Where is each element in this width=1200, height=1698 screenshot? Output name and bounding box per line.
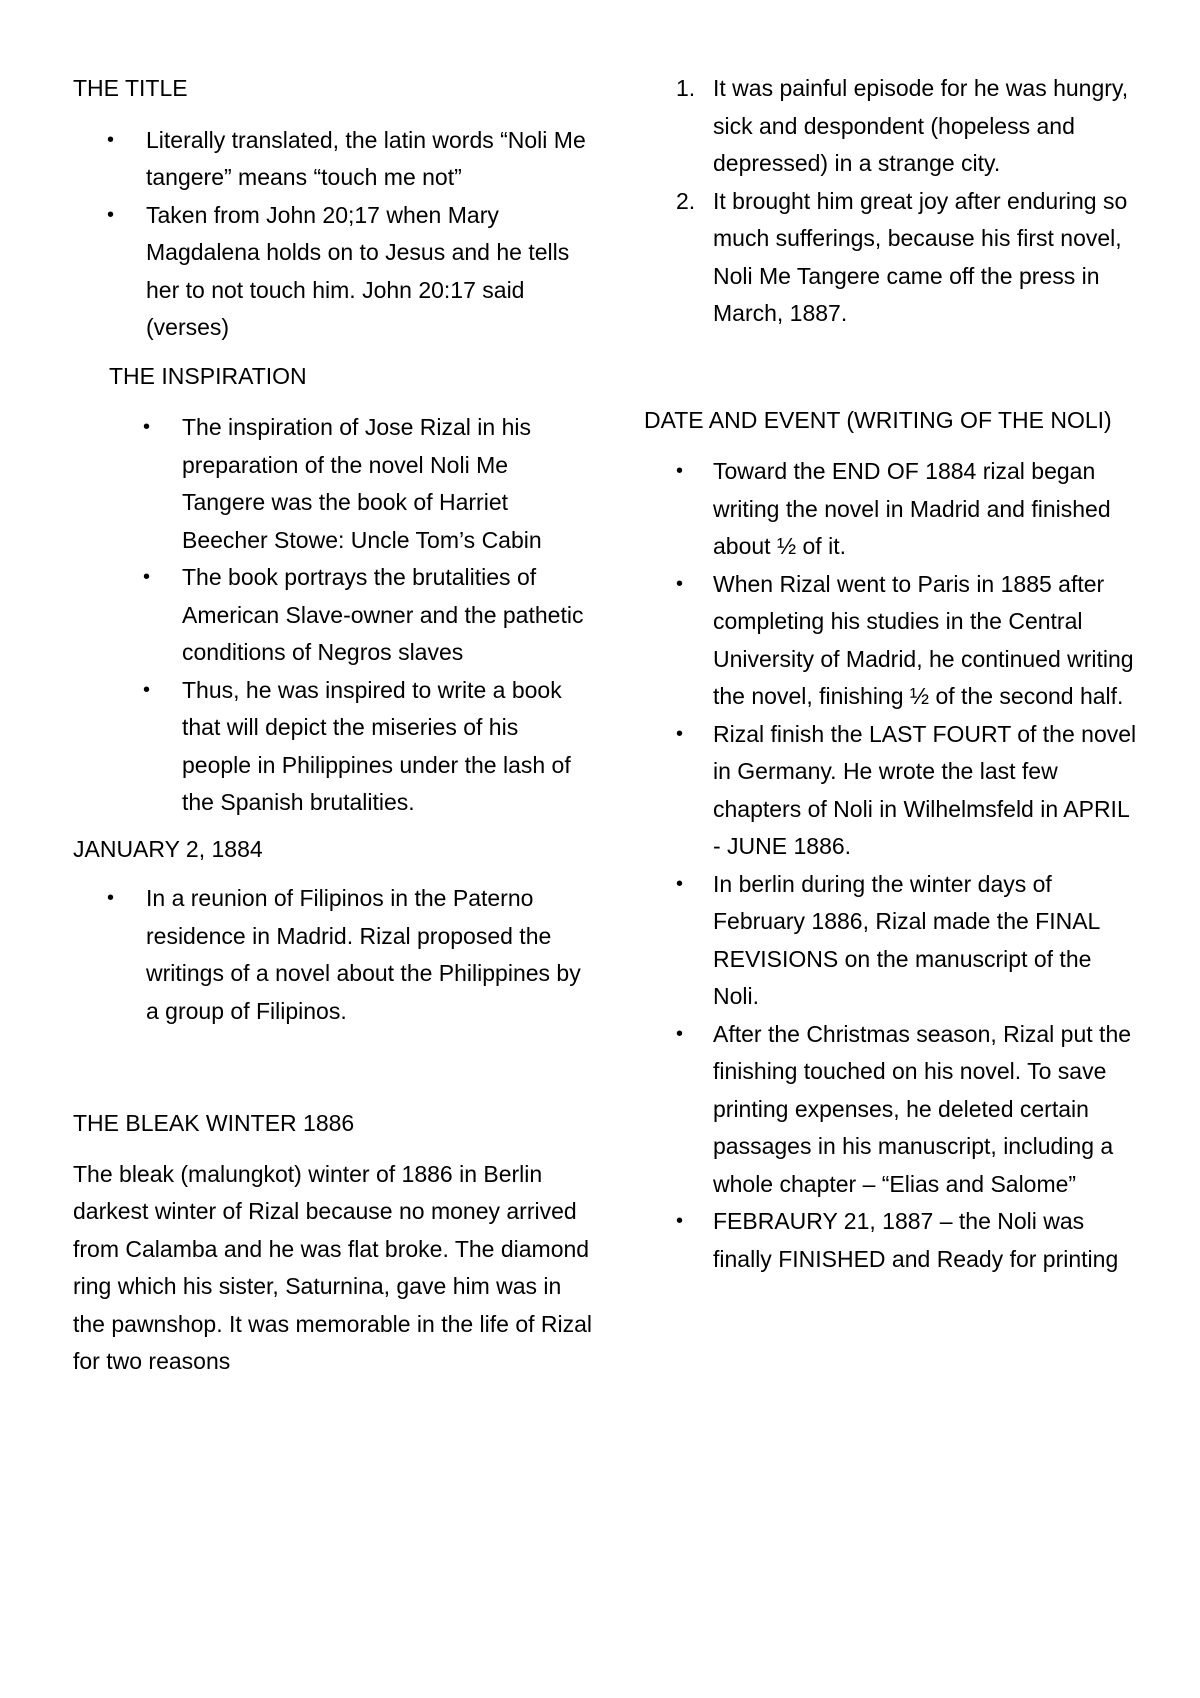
title-heading: THE TITLE (73, 75, 188, 101)
list-number: 1. (676, 75, 696, 101)
bullet-icon: • (107, 128, 115, 151)
list-item (640, 716, 1140, 866)
list-item-text: Literally translated, the latin words “Noli Me tangere” means “touch me not” (146, 126, 586, 190)
right-column (640, 70, 1140, 1278)
list-item-text: The inspiration of Jose Rizal in his preparation of the novel Noli Me Tangere was the book of Harriet Beecher Stowe: Uncle Tom’s Cabin (182, 414, 542, 553)
title-bullet-list (73, 122, 593, 347)
list-item-text: In berlin during the winter days of February 1886, Rizal made the FINAL REVISIONS on the manuscript of the Noli. (713, 870, 1100, 1009)
bleak-winter-heading: THE BLEAK WINTER 1886 (73, 1110, 355, 1136)
bullet-icon: • (143, 678, 151, 701)
list-item-text: It brought him great joy after enduring so much sufferings, because his first novel, Noli Me Tangere came off the press in March, 1887. (713, 187, 1128, 326)
list-item-text: In a reunion of Filipinos in the Paterno residence in Madrid. Rizal proposed the writings of a novel about the Philippines by a group of Filipinos. (146, 885, 581, 1024)
list-item-text: It was painful episode for he was hungry, sick and despondent (hopeless and depressed) in a strange city. (713, 75, 1129, 176)
date-event-bullet-list (640, 453, 1140, 1278)
list-item-text: When Rizal went to Paris in 1885 after completing his studies in the Central University of Madrid, he continued writing the novel, finishing ½ of the second half. (713, 570, 1134, 709)
bleak-winter-paragraph: The bleak (malungkot) winter of 1886 in Berlin darkest winter of Rizal because no money arrived from Calamba and he was flat broke. The diamond ring which his sister, Saturnina, gave him was in the pawnshop. It was memorable in the life of Rizal for two reasons (73, 1160, 593, 1374)
bullet-icon: • (676, 572, 684, 595)
list-item-text: Rizal finish the LAST FOURT of the novel in Germany. He wrote the last few chapters of Noli in Wilhelmsfeld in APRIL - JUNE 1886. (713, 720, 1137, 859)
bullet-icon: • (107, 887, 115, 909)
list-item-text: Toward the END OF 1884 rizal began writing the novel in Madrid and finished about ½ of it. (713, 458, 1111, 559)
list-item (73, 197, 593, 347)
list-item (640, 566, 1140, 716)
reasons-numbered-list (640, 70, 1140, 333)
list-item-text: The book portrays the brutalities of American Slave-owner and the pathetic conditions of Negros slaves (182, 564, 584, 665)
list-item (73, 880, 593, 1030)
inspiration-bullet-list (73, 409, 593, 822)
list-item (640, 453, 1140, 566)
list-item (640, 70, 1140, 183)
list-number: 2. (676, 187, 696, 214)
list-item (73, 409, 593, 559)
bullet-icon: • (676, 1210, 684, 1232)
january-bullet-list (73, 880, 593, 1030)
bullet-icon: • (676, 872, 684, 895)
list-item (640, 1016, 1140, 1204)
list-item-text: Taken from John 20;17 when Mary Magdalena holds on to Jesus and he tells her to not touch him. John 20:17 said (verses) (146, 201, 570, 340)
bullet-icon: • (676, 722, 684, 745)
list-item-text: FEBRAURY 21, 1887 – the Noli was finally FINISHED and Ready for printing (713, 1208, 1119, 1272)
list-item (73, 672, 593, 822)
list-item (640, 866, 1140, 1016)
bullet-icon: • (143, 416, 151, 438)
bullet-icon: • (676, 1022, 684, 1045)
bullet-icon: • (676, 460, 684, 482)
list-item (73, 559, 593, 672)
list-item (640, 183, 1140, 333)
list-item (73, 122, 593, 197)
list-item (640, 1203, 1140, 1278)
date-and-event-heading: DATE AND EVENT (WRITING OF THE NOLI) (644, 406, 1112, 433)
bullet-icon: • (143, 566, 151, 588)
list-item-text: After the Christmas season, Rizal put the finishing touched on his novel. To save printing expenses, he deleted certain passages in his manuscript, including a whole chapter – “Elias and Salome” (713, 1020, 1132, 1197)
left-column (73, 70, 593, 1381)
bullet-icon: • (107, 203, 115, 226)
list-item-text: Thus, he was inspired to write a book that will depict the miseries of his people in Philippines under the lash of the Spanish brutalities. (182, 676, 571, 815)
january-heading: JANUARY 2, 1884 (73, 835, 263, 862)
inspiration-heading: THE INSPIRATION (109, 362, 307, 389)
